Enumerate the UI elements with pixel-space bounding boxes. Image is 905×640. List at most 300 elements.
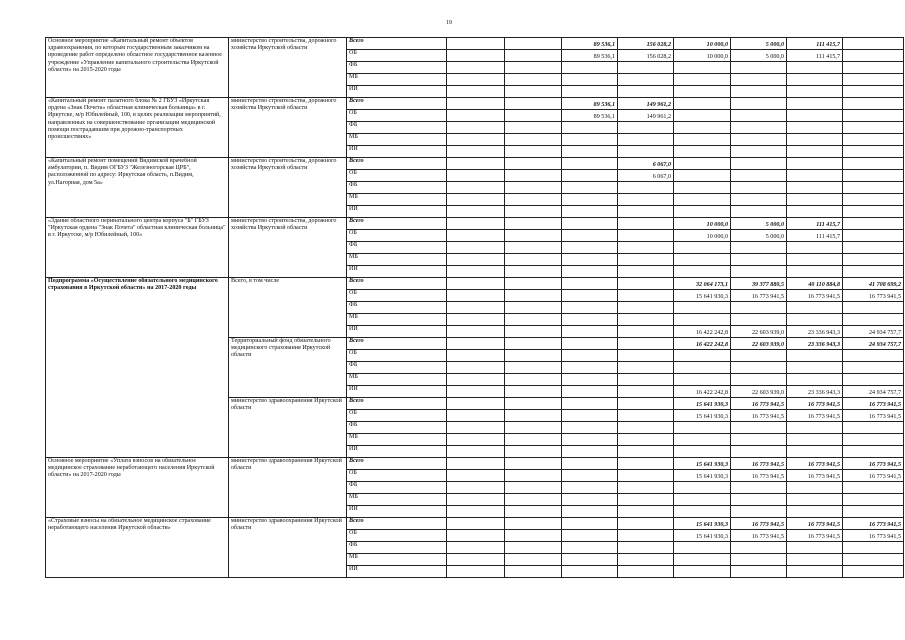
- amount-cell: [447, 122, 505, 134]
- funding-source: Всего: [347, 338, 447, 350]
- amount-cell: [787, 434, 843, 446]
- amount-cell: 15 641 930,3: [674, 398, 731, 410]
- amount-cell: [505, 338, 562, 350]
- amount-cell: [731, 302, 787, 314]
- amount-cell: [787, 110, 843, 122]
- amount-cell: [562, 122, 618, 134]
- amount-cell: [843, 422, 904, 434]
- amount-cell: [731, 86, 787, 98]
- funding-source: ИИ: [347, 566, 447, 578]
- amount-cell: [618, 518, 674, 530]
- amount-cell: [505, 122, 562, 134]
- responsible-executor: министерство строительства, дорожного хозяйства Иркутской области: [229, 38, 347, 98]
- amount-cell: [447, 530, 505, 542]
- measure-description: Основное мероприятие «Капитальный ремонт объектов здравоохранения, по которым государственным заказчиком на проведение работ определено областное государственное казенное учреждение «Управление капитального строительства Иркутской области» на 2015-2020 годы: [46, 38, 229, 98]
- funding-source: ИИ: [347, 266, 447, 278]
- amount-cell: [562, 446, 618, 458]
- amount-cell: [447, 242, 505, 254]
- amount-cell: [674, 362, 731, 374]
- amount-cell: [674, 374, 731, 386]
- amount-cell: [618, 458, 674, 470]
- amount-cell: [562, 146, 618, 158]
- amount-cell: 10 000,0: [674, 38, 731, 50]
- amount-cell: [618, 398, 674, 410]
- amount-cell: [618, 194, 674, 206]
- amount-cell: [447, 446, 505, 458]
- amount-cell: 16 773 941,5: [787, 398, 843, 410]
- amount-cell: [562, 518, 618, 530]
- amount-cell: [843, 146, 904, 158]
- amount-cell: [562, 290, 618, 302]
- amount-cell: [674, 158, 731, 170]
- amount-cell: [843, 86, 904, 98]
- amount-cell: [787, 494, 843, 506]
- amount-cell: [618, 326, 674, 338]
- amount-cell: 111 415,7: [787, 38, 843, 50]
- amount-cell: [562, 266, 618, 278]
- amount-cell: [562, 398, 618, 410]
- table-row: [46, 98, 904, 110]
- funding-source: МБ: [347, 134, 447, 146]
- amount-cell: [562, 158, 618, 170]
- amount-cell: [447, 554, 505, 566]
- amount-cell: [505, 446, 562, 458]
- amount-cell: [505, 74, 562, 86]
- funding-source: МБ: [347, 494, 447, 506]
- amount-cell: [447, 410, 505, 422]
- measure-description: «Здание областного перинатального центра корпуса "Б" ГБУЗ "Иркутская ордена "Знак Почета" областная клиническая больница" в г. Иркутске, м/р Юбилейный, 100»: [46, 218, 229, 278]
- amount-cell: [843, 434, 904, 446]
- amount-cell: [787, 554, 843, 566]
- amount-cell: 16 773 941,5: [843, 530, 904, 542]
- amount-cell: [505, 434, 562, 446]
- table-row: [46, 38, 904, 50]
- amount-cell: 22 603 939,0: [731, 326, 787, 338]
- funding-source: ИИ: [347, 446, 447, 458]
- amount-cell: [787, 206, 843, 218]
- amount-cell: [505, 290, 562, 302]
- amount-cell: [674, 62, 731, 74]
- amount-cell: [562, 350, 618, 362]
- amount-cell: [505, 482, 562, 494]
- amount-cell: [447, 422, 505, 434]
- amount-cell: [562, 194, 618, 206]
- table-row: [46, 458, 904, 470]
- amount-cell: [731, 122, 787, 134]
- amount-cell: [447, 254, 505, 266]
- amount-cell: 149 961,2: [618, 110, 674, 122]
- amount-cell: [731, 314, 787, 326]
- amount-cell: [447, 326, 505, 338]
- funding-source: ОБ: [347, 50, 447, 62]
- amount-cell: [562, 242, 618, 254]
- amount-cell: [787, 146, 843, 158]
- amount-cell: [447, 290, 505, 302]
- amount-cell: [843, 194, 904, 206]
- amount-cell: [562, 326, 618, 338]
- amount-cell: [674, 110, 731, 122]
- funding-source: ФБ: [347, 302, 447, 314]
- responsible-executor: министерство строительства, дорожного хозяйства Иркутской области: [229, 98, 347, 158]
- amount-cell: [843, 98, 904, 110]
- amount-cell: [562, 86, 618, 98]
- funding-source: ОБ: [347, 170, 447, 182]
- amount-cell: [447, 98, 505, 110]
- amount-cell: [505, 566, 562, 578]
- table-row: [46, 518, 904, 530]
- amount-cell: [447, 302, 505, 314]
- amount-cell: [562, 170, 618, 182]
- amount-cell: [562, 302, 618, 314]
- amount-cell: [674, 506, 731, 518]
- funding-source: ФБ: [347, 122, 447, 134]
- amount-cell: [562, 230, 618, 242]
- amount-cell: [674, 434, 731, 446]
- amount-cell: [505, 458, 562, 470]
- amount-cell: [447, 38, 505, 50]
- amount-cell: [505, 386, 562, 398]
- amount-cell: [618, 410, 674, 422]
- amount-cell: [731, 422, 787, 434]
- funding-source: Всего: [347, 518, 447, 530]
- amount-cell: [562, 434, 618, 446]
- amount-cell: 16 773 941,5: [843, 518, 904, 530]
- amount-cell: [505, 554, 562, 566]
- amount-cell: [562, 362, 618, 374]
- amount-cell: [447, 194, 505, 206]
- amount-cell: 16 773 941,5: [731, 458, 787, 470]
- amount-cell: 23 336 943,3: [787, 386, 843, 398]
- amount-cell: [618, 314, 674, 326]
- amount-cell: [562, 134, 618, 146]
- amount-cell: [618, 422, 674, 434]
- amount-cell: [447, 542, 505, 554]
- amount-cell: [618, 302, 674, 314]
- amount-cell: 15 641 930,3: [674, 458, 731, 470]
- funding-source: ФБ: [347, 482, 447, 494]
- amount-cell: [505, 194, 562, 206]
- amount-cell: [787, 86, 843, 98]
- amount-cell: [447, 266, 505, 278]
- amount-cell: [447, 206, 505, 218]
- amount-cell: [505, 134, 562, 146]
- amount-cell: [447, 470, 505, 482]
- amount-cell: [674, 182, 731, 194]
- amount-cell: 16 773 941,5: [787, 410, 843, 422]
- amount-cell: [674, 254, 731, 266]
- amount-cell: [674, 350, 731, 362]
- amount-cell: 23 336 943,3: [787, 326, 843, 338]
- amount-cell: 41 708 699,2: [843, 278, 904, 290]
- funding-source: ФБ: [347, 62, 447, 74]
- amount-cell: [731, 254, 787, 266]
- amount-cell: 89 536,1: [562, 98, 618, 110]
- responsible-executor: министерство здравоохранения Иркутской области: [229, 458, 347, 518]
- amount-cell: [505, 242, 562, 254]
- funding-source: Всего: [347, 218, 447, 230]
- funding-source: ИИ: [347, 506, 447, 518]
- amount-cell: 16 773 941,5: [843, 470, 904, 482]
- amount-cell: [731, 542, 787, 554]
- amount-cell: [787, 506, 843, 518]
- amount-cell: [787, 242, 843, 254]
- responsible-executor: министерство строительства, дорожного хозяйства Иркутской области: [229, 218, 347, 278]
- funding-source: ОБ: [347, 410, 447, 422]
- amount-cell: [447, 374, 505, 386]
- amount-cell: [562, 482, 618, 494]
- funding-source: ОБ: [347, 230, 447, 242]
- amount-cell: [618, 62, 674, 74]
- amount-cell: 15 641 930,3: [674, 530, 731, 542]
- amount-cell: 5 000,0: [731, 38, 787, 50]
- amount-cell: [731, 170, 787, 182]
- funding-source: ОБ: [347, 110, 447, 122]
- responsible-executor: Территориальный фонд обязательного медицинского страхования Иркутской области: [229, 338, 347, 398]
- amount-cell: [674, 482, 731, 494]
- amount-cell: [843, 314, 904, 326]
- amount-cell: [447, 110, 505, 122]
- measure-description: «Капитальный ремонт палатного блока № 2 ГБУЗ «Иркутская ордена «Знак Почета» областная клиническая больница» в г. Иркутске, м/р Юбилейный, 100, в целях реализации мероприятий, направленных на совершенствование организации медицинской помощи пострадавшим при дорожно-транспортных происшествиях»: [46, 98, 229, 158]
- amount-cell: [562, 278, 618, 290]
- amount-cell: [505, 146, 562, 158]
- amount-cell: [562, 314, 618, 326]
- amount-cell: [787, 254, 843, 266]
- amount-cell: [562, 494, 618, 506]
- amount-cell: 156 028,2: [618, 38, 674, 50]
- amount-cell: [447, 506, 505, 518]
- amount-cell: 24 934 757,7: [843, 386, 904, 398]
- amount-cell: [843, 218, 904, 230]
- amount-cell: [505, 110, 562, 122]
- amount-cell: [562, 470, 618, 482]
- amount-cell: [843, 266, 904, 278]
- amount-cell: [787, 350, 843, 362]
- amount-cell: [505, 302, 562, 314]
- amount-cell: [505, 206, 562, 218]
- amount-cell: [731, 482, 787, 494]
- amount-cell: 89 536,1: [562, 38, 618, 50]
- amount-cell: [447, 170, 505, 182]
- responsible-executor: министерство строительства, дорожного хозяйства Иркутской области: [229, 158, 347, 218]
- amount-cell: [447, 338, 505, 350]
- amount-cell: 16 773 941,5: [731, 290, 787, 302]
- amount-cell: [843, 50, 904, 62]
- amount-cell: [787, 422, 843, 434]
- amount-cell: [674, 566, 731, 578]
- amount-cell: [731, 158, 787, 170]
- amount-cell: [618, 506, 674, 518]
- amount-cell: 89 536,1: [562, 110, 618, 122]
- amount-cell: [674, 422, 731, 434]
- amount-cell: [562, 554, 618, 566]
- amount-cell: [562, 530, 618, 542]
- amount-cell: [447, 350, 505, 362]
- amount-cell: [618, 182, 674, 194]
- amount-cell: [843, 446, 904, 458]
- amount-cell: [618, 554, 674, 566]
- amount-cell: 111 415,7: [787, 218, 843, 230]
- amount-cell: [843, 494, 904, 506]
- amount-cell: [843, 134, 904, 146]
- amount-cell: 24 934 757,7: [843, 326, 904, 338]
- amount-cell: [787, 194, 843, 206]
- amount-cell: 39 377 880,5: [731, 278, 787, 290]
- amount-cell: 16 773 941,5: [787, 518, 843, 530]
- amount-cell: [618, 242, 674, 254]
- amount-cell: [447, 458, 505, 470]
- amount-cell: [787, 302, 843, 314]
- amount-cell: [618, 290, 674, 302]
- funding-source: МБ: [347, 314, 447, 326]
- amount-cell: 5 000,0: [731, 50, 787, 62]
- amount-cell: [447, 230, 505, 242]
- amount-cell: [731, 206, 787, 218]
- amount-cell: [674, 302, 731, 314]
- amount-cell: [674, 146, 731, 158]
- amount-cell: [843, 542, 904, 554]
- amount-cell: [674, 542, 731, 554]
- amount-cell: [562, 374, 618, 386]
- amount-cell: 16 773 941,5: [787, 290, 843, 302]
- amount-cell: [618, 434, 674, 446]
- amount-cell: 89 536,1: [562, 50, 618, 62]
- amount-cell: [618, 482, 674, 494]
- amount-cell: [447, 278, 505, 290]
- amount-cell: 16 422 242,8: [674, 326, 731, 338]
- amount-cell: 5 000,0: [731, 230, 787, 242]
- funding-source: ФБ: [347, 362, 447, 374]
- amount-cell: [447, 494, 505, 506]
- amount-cell: [731, 506, 787, 518]
- funding-source: ОБ: [347, 530, 447, 542]
- amount-cell: [505, 218, 562, 230]
- amount-cell: [562, 206, 618, 218]
- amount-cell: [562, 62, 618, 74]
- amount-cell: [674, 134, 731, 146]
- amount-cell: [618, 86, 674, 98]
- amount-cell: [674, 194, 731, 206]
- amount-cell: [843, 506, 904, 518]
- amount-cell: 6 067,0: [618, 158, 674, 170]
- amount-cell: 16 422 242,8: [674, 386, 731, 398]
- amount-cell: 156 028,2: [618, 50, 674, 62]
- amount-cell: [618, 206, 674, 218]
- funding-source: Всего: [347, 38, 447, 50]
- amount-cell: [505, 266, 562, 278]
- amount-cell: [562, 182, 618, 194]
- amount-cell: [787, 566, 843, 578]
- amount-cell: [447, 218, 505, 230]
- amount-cell: [447, 386, 505, 398]
- amount-cell: [618, 122, 674, 134]
- amount-cell: [731, 146, 787, 158]
- amount-cell: 15 641 930,3: [674, 410, 731, 422]
- funding-source: ИИ: [347, 146, 447, 158]
- amount-cell: 24 934 757,7: [843, 338, 904, 350]
- amount-cell: [843, 374, 904, 386]
- amount-cell: 16 773 941,5: [731, 470, 787, 482]
- amount-cell: [447, 158, 505, 170]
- responsible-executor: Всего, в том числе: [229, 278, 347, 338]
- amount-cell: [447, 362, 505, 374]
- amount-cell: [843, 74, 904, 86]
- amount-cell: [447, 74, 505, 86]
- amount-cell: [618, 530, 674, 542]
- amount-cell: [787, 374, 843, 386]
- funding-source: МБ: [347, 374, 447, 386]
- budget-table: [45, 37, 904, 578]
- funding-source: МБ: [347, 74, 447, 86]
- amount-cell: [505, 470, 562, 482]
- amount-cell: 10 000,0: [674, 230, 731, 242]
- amount-cell: [731, 566, 787, 578]
- amount-cell: [731, 374, 787, 386]
- amount-cell: 149 961,2: [618, 98, 674, 110]
- amount-cell: [731, 554, 787, 566]
- measure-description: «Капитальный ремонт помещений Видимской врачебной амбулатории, п. Видим ОГБУЗ "Железногорская ЦРБ", расположенной по адресу: Иркутская область, п.Видим, ул.Нагорная, дом 5а»: [46, 158, 229, 218]
- amount-cell: [843, 242, 904, 254]
- amount-cell: [731, 350, 787, 362]
- amount-cell: [787, 314, 843, 326]
- amount-cell: 16 773 941,5: [731, 410, 787, 422]
- amount-cell: [731, 98, 787, 110]
- amount-cell: 5 000,0: [731, 218, 787, 230]
- amount-cell: [731, 134, 787, 146]
- amount-cell: [562, 458, 618, 470]
- amount-cell: [505, 422, 562, 434]
- amount-cell: [618, 146, 674, 158]
- amount-cell: [787, 266, 843, 278]
- measure-description: Подпрограмма «Осуществление обязательного медицинского страхования в Иркутской области» на 2017-2020 годы: [46, 278, 229, 458]
- page-number: 19: [446, 20, 452, 26]
- amount-cell: [447, 314, 505, 326]
- amount-cell: [562, 506, 618, 518]
- amount-cell: [505, 230, 562, 242]
- amount-cell: [505, 542, 562, 554]
- funding-source: ИИ: [347, 386, 447, 398]
- amount-cell: [618, 566, 674, 578]
- amount-cell: [618, 266, 674, 278]
- amount-cell: [843, 38, 904, 50]
- amount-cell: [562, 386, 618, 398]
- amount-cell: [674, 74, 731, 86]
- amount-cell: [447, 62, 505, 74]
- amount-cell: 16 773 941,5: [787, 470, 843, 482]
- amount-cell: [505, 62, 562, 74]
- amount-cell: [843, 254, 904, 266]
- amount-cell: 22 603 939,0: [731, 338, 787, 350]
- amount-cell: [447, 434, 505, 446]
- amount-cell: 16 773 941,5: [787, 530, 843, 542]
- amount-cell: [447, 146, 505, 158]
- amount-cell: [618, 278, 674, 290]
- amount-cell: 111 415,7: [787, 230, 843, 242]
- amount-cell: [674, 206, 731, 218]
- amount-cell: [505, 50, 562, 62]
- amount-cell: [562, 254, 618, 266]
- amount-cell: [674, 86, 731, 98]
- amount-cell: [731, 266, 787, 278]
- amount-cell: [618, 374, 674, 386]
- amount-cell: [731, 434, 787, 446]
- amount-cell: [843, 158, 904, 170]
- table-row: [46, 278, 904, 290]
- amount-cell: 16 422 242,8: [674, 338, 731, 350]
- amount-cell: [618, 350, 674, 362]
- amount-cell: [787, 542, 843, 554]
- amount-cell: [618, 494, 674, 506]
- budget-table-body: [46, 38, 904, 578]
